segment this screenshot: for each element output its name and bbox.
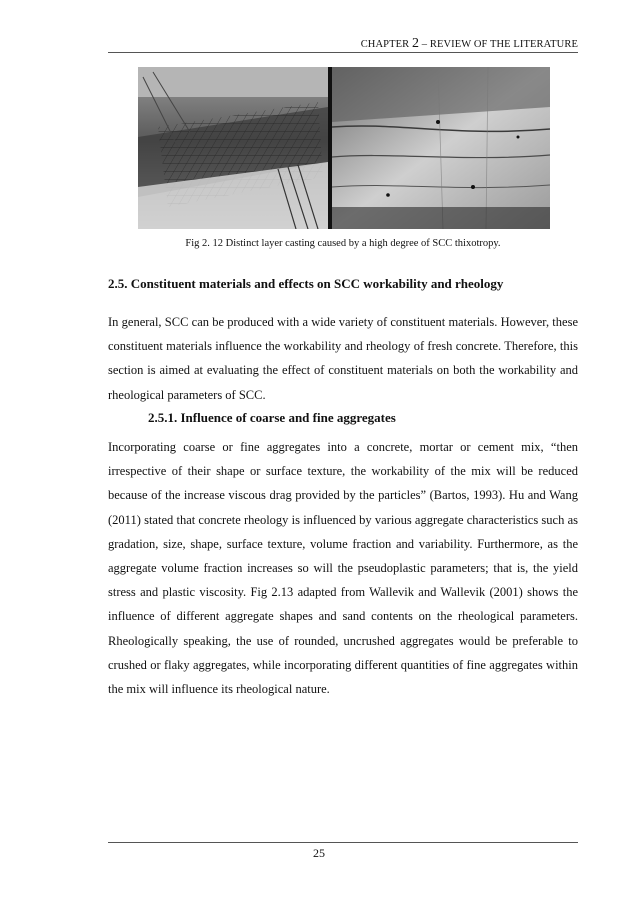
header-rule bbox=[108, 52, 578, 53]
header-suffix: – REVIEW OF THE LITERATURE bbox=[419, 39, 578, 50]
figure-photo bbox=[138, 67, 550, 229]
section-intro-paragraph: In general, SCC can be produced with a wide variety of constituent materials. However, these constituent materials influence the workability and rheology of fresh concrete. Therefore, this section is aimed at evaluating the effect of constituent materials on both the workability and rheological parameters of SCC. bbox=[108, 315, 578, 402]
header-chapter-number: 2 bbox=[411, 36, 420, 51]
running-header bbox=[361, 36, 578, 52]
figure-photo-graphic bbox=[138, 67, 550, 229]
subsection-body-paragraph: Incorporating coarse or fine aggregates into a concrete, mortar or cement mix, “then irrespective of their shape or surface texture, the workability of the mix will be reduced because of the increase viscous drag provided by the particles” (Bartos, 1993). Hu and Wang (2011) stated that concrete rheology is influenced by various aggregate characteristics such as gradation, size, shape, surface texture, volume fraction and variability. Furthermore, as the aggregate volume fraction increases so will the pseudoplastic parameters; that is, the yield stress and plastic viscosity. Fig 2.13 adapted from Wallevik and Wallevik (2001) shows the influence of different aggregate shapes and sand contents on the rheological parameters. Rheologically speaking, the use of rounded, uncrushed aggregates would be preferable to crushed or flaky aggregates, while incorporating different quantities of fine aggregates within the mix will influence its rheological nature. bbox=[108, 440, 578, 697]
footer-rule bbox=[108, 842, 578, 843]
header-prefix: CHAPTER bbox=[360, 39, 412, 50]
subsection-heading: 2.5.1. Influence of coarse and fine aggregates bbox=[148, 410, 396, 425]
page-number: 25 bbox=[313, 846, 325, 860]
figure-caption: Fig 2. 12 Distinct layer casting caused by a high degree of SCC thixotropy. bbox=[185, 238, 501, 249]
section-heading: 2.5. Constituent materials and effects on SCC workability and rheology bbox=[108, 276, 504, 291]
